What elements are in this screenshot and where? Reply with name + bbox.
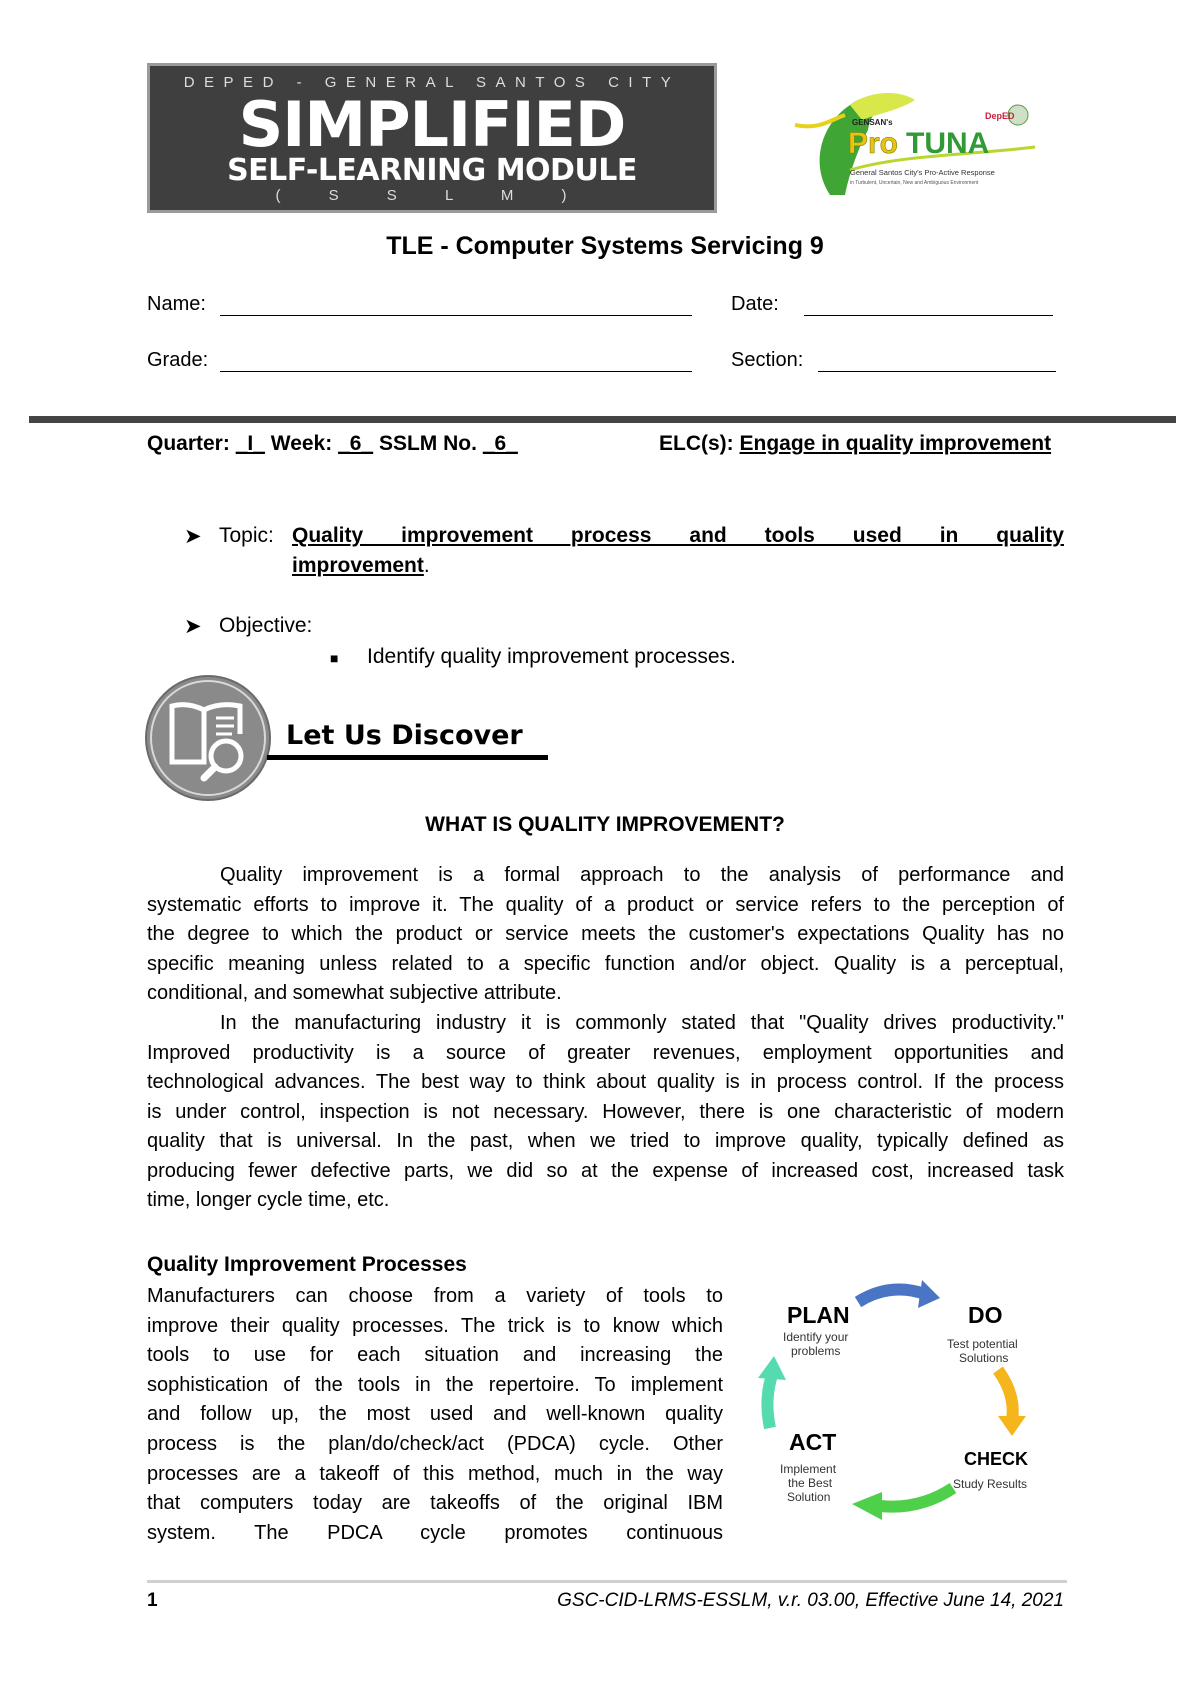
quarter-value: _I_ — [235, 432, 265, 455]
topic-text-2: improvement — [292, 554, 424, 577]
pdca-check: CHECK — [964, 1449, 1029, 1469]
week-label: Week: — [270, 432, 333, 455]
topic-line1 — [292, 524, 1064, 548]
topic-line2 — [292, 554, 430, 578]
line-text: quality that is universal. In the past, when we tried to improve quality, typically defined as — [147, 1130, 1064, 1152]
footer-code: GSC-CID-LRMS-ESSLM, v.r. 03.00, Effective June 14, 2021 — [557, 1590, 1064, 1611]
banner-subtitle2: SELF-LEARNING MODULE — [227, 153, 637, 188]
section-heading: Let Us Discover — [286, 720, 523, 751]
paragraph-line — [147, 1374, 723, 1397]
date-label: Date: — [731, 293, 779, 315]
paragraph-line — [147, 1160, 1064, 1183]
line-text: specific meaning unless related to a specific function and/or object. Quality is a perceptual, — [147, 952, 1064, 975]
paragraph-line — [147, 1463, 723, 1486]
elc-label: ELC(s): — [659, 432, 734, 455]
paragraph-line — [147, 982, 1064, 1005]
paragraph-line — [147, 1522, 723, 1545]
paragraph-line — [220, 864, 1064, 887]
paragraph-line — [147, 1101, 1064, 1124]
line-text: improve their quality processes. The trick is to know which — [147, 1314, 723, 1337]
line-text: process is the plan/do/check/act (PDCA) cycle. Other — [147, 1433, 723, 1455]
elc-value: Engage in quality improvement — [739, 432, 1052, 455]
line-text: tools to use for each situation and increasing the — [147, 1344, 723, 1367]
arrow-bullet-icon: ➤ — [184, 615, 202, 638]
topic-text: Quality improvement process and tools used in quality — [292, 524, 1064, 547]
grade-label: Grade: — [147, 349, 209, 371]
banner-subtitle: DEPED - GENERAL SANTOS CITY — [183, 74, 681, 91]
sslm-label: SSLM No. — [378, 432, 477, 455]
section-label: Section: — [731, 349, 804, 371]
line-text: In the manufacturing industry it is commonly stated that "Quality drives productivity." — [220, 1012, 1064, 1034]
line-text: is under control, inspection is not necessary. However, there is one characteristic of modern — [147, 1100, 1064, 1123]
elc — [659, 432, 1051, 456]
sslm-value: _6_ — [482, 432, 518, 455]
objective-item: Identify quality improvement processes. — [367, 645, 736, 668]
pdca-plan-desc: Identify your — [783, 1330, 849, 1344]
line-text: and follow up, the most used and well-known quality — [147, 1403, 723, 1426]
line-text: Manufacturers can choose from a variety of tools to — [147, 1285, 723, 1307]
paragraph-line — [147, 894, 1064, 917]
topic-period: . — [423, 554, 430, 577]
section-field[interactable] — [818, 371, 1056, 372]
pdca-plan-desc2: problems — [791, 1344, 841, 1358]
logo-prefix: GENSAN's — [852, 118, 893, 127]
paragraph-line — [147, 1285, 723, 1308]
arrow-bullet-icon: ➤ — [184, 525, 202, 548]
line-text: the degree to which the product or service meets the customer's expectations Quality has no — [147, 923, 1064, 945]
pdca-act-desc3: Solution — [787, 1490, 831, 1504]
logo-tagline: General Santos City's Pro-Active Response — [850, 168, 995, 177]
pdca-act-desc2: the Best — [788, 1476, 833, 1490]
paragraph-line — [220, 1012, 1064, 1035]
arrow-plan-to-do — [858, 1280, 940, 1308]
main-heading: WHAT IS QUALITY IMPROVEMENT? — [425, 813, 785, 836]
arrow-check-to-act — [852, 1488, 953, 1520]
paragraph-line — [147, 1433, 723, 1456]
pdca-plan: PLAN — [787, 1302, 850, 1328]
line-text: processes are a takeoff of this method, much in the way — [147, 1462, 723, 1485]
line-text: Quality improvement is a formal approach to the analysis of performance and — [220, 864, 1064, 886]
paragraph-line — [147, 1403, 723, 1426]
arrow-do-to-check — [998, 1370, 1026, 1436]
divider-bar — [29, 416, 1176, 423]
pdca-do-desc2: Solutions — [959, 1351, 1009, 1365]
pdca-act: ACT — [789, 1429, 837, 1455]
name-label: Name: — [147, 293, 206, 315]
arrow-act-to-plan — [758, 1356, 786, 1428]
topic-label: Topic: — [219, 524, 274, 547]
pdca-do-desc: Test potential — [947, 1337, 1018, 1351]
week-value: _6_ — [338, 432, 374, 455]
paragraph-line — [147, 1189, 1064, 1212]
line-text: systematic efforts to improve it. The quality of a product or service refers to the perception of — [147, 893, 1064, 916]
line-text: Improved productivity is a source of greater revenues, employment opportunities and — [147, 1041, 1064, 1064]
logo-tagline2: in Turbulent, Uncertain, New and Ambiguous Environment — [850, 180, 979, 186]
logo-pro: Pro — [848, 127, 899, 160]
line-text: system. The PDCA cycle promotes continuous — [147, 1521, 723, 1544]
paragraph-line — [147, 1130, 1064, 1153]
square-bullet-icon: ■ — [330, 650, 339, 666]
line-text: that computers today are takeoffs of the original IBM — [147, 1492, 723, 1515]
line-text: producing fewer defective parts, we did so at the expense of increased cost, increased task — [147, 1159, 1064, 1182]
paragraph-line — [147, 1071, 1064, 1094]
line-text: technological advances. The best way to think about quality is in process control. If the process — [147, 1071, 1064, 1093]
date-field[interactable] — [804, 315, 1053, 316]
footer-divider — [147, 1580, 1067, 1583]
pdca-act-desc: Implement — [780, 1462, 837, 1476]
paragraph-line — [147, 953, 1064, 976]
banner-acronym: ( S S L M ) — [275, 187, 589, 204]
paragraph-line — [147, 1492, 723, 1515]
paragraph-line — [147, 1344, 723, 1367]
paragraph-line — [147, 1315, 723, 1338]
paragraph-line — [147, 923, 1064, 946]
objective-label: Objective: — [219, 614, 313, 637]
banner-title: SIMPLIFIED — [238, 88, 626, 161]
protuna-logo — [790, 85, 1040, 205]
subheading: Quality Improvement Processes — [147, 1253, 467, 1276]
pdca-check-desc: Study Results — [953, 1477, 1028, 1491]
page-title: TLE - Computer Systems Servicing 9 — [386, 232, 824, 260]
discover-icon — [144, 674, 272, 802]
module-meta — [147, 432, 518, 456]
line-text: time, longer cycle time, etc. — [147, 1189, 390, 1211]
logo-tuna: TUNA — [906, 127, 990, 160]
pdca-cycle-diagram — [740, 1270, 1060, 1540]
name-field[interactable] — [220, 315, 692, 316]
line-text: conditional, and somewhat subjective attribute. — [147, 982, 562, 1004]
grade-field[interactable] — [220, 371, 692, 372]
sslm-banner — [147, 63, 717, 213]
quarter-label: Quarter: — [147, 432, 230, 455]
paragraph-line — [147, 1042, 1064, 1065]
page-number: 1 — [147, 1590, 158, 1611]
section-underline — [267, 755, 548, 760]
line-text: sophistication of the tools in the repertoire. To implement — [147, 1373, 723, 1396]
pdca-do: DO — [968, 1302, 1003, 1328]
logo-deped: DepED — [985, 111, 1015, 121]
